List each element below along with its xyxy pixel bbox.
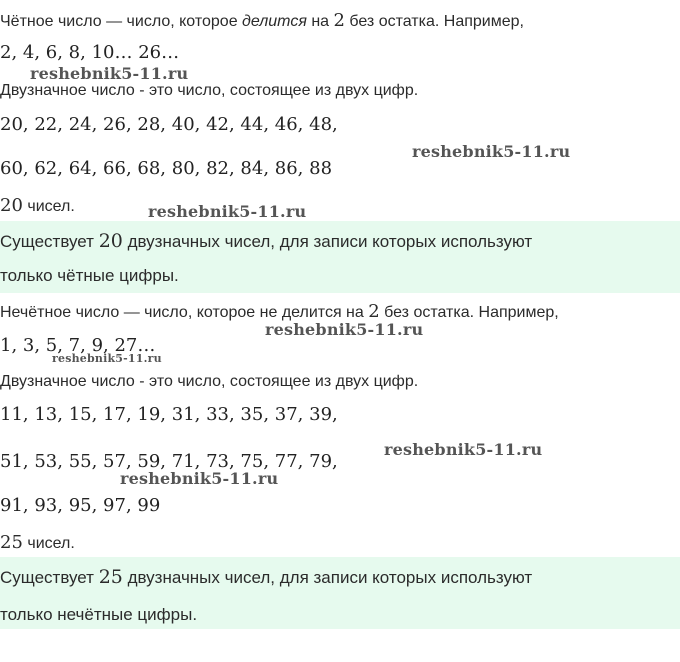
even-conclusion-prefix: Существует [0, 232, 99, 251]
odd-example: 1, 3, 5, 7, 9, 27… [0, 335, 156, 356]
odd-definition-prefix: Нечётное число — число, которое не делится на [0, 304, 369, 321]
watermark: reshebnik5-11.ru [412, 142, 571, 161]
even-definition-prefix: Чётное число — число, которое [0, 13, 243, 30]
odd-count-word: чисел. [22, 535, 75, 552]
even-count-num: 20 [0, 195, 23, 216]
watermark: reshebnik5-11.ru [148, 202, 307, 221]
odd-conclusion-line-1 [0, 566, 532, 588]
even-conclusion-box [0, 221, 680, 293]
odd-conclusion-box [0, 557, 680, 629]
even-definition-suffix: без остатка. Например, [344, 13, 524, 30]
odd-definition [0, 301, 559, 322]
odd-definition-suffix: без остатка. Например, [379, 304, 559, 321]
even-conclusion-num: 20 [98, 230, 123, 252]
watermark: reshebnik5-11.ru [30, 64, 189, 83]
even-conclusion-suffix: двузначных чисел, для записи которых используют [122, 232, 533, 251]
odd-count [0, 532, 75, 553]
watermark: reshebnik5-11.ru [120, 469, 279, 488]
even-numbers-row-2: 60, 62, 64, 66, 68, 80, 82, 84, 86, 88 [0, 158, 333, 179]
odd-conclusion-suffix: двузначных чисел, для записи которых используют [122, 568, 533, 587]
odd-conclusion-line-2: только нечётные цифры. [0, 605, 198, 624]
even-definition-mid: на [306, 13, 334, 30]
odd-numbers-row-2: 51, 53, 55, 57, 59, 71, 73, 75, 77, 79, [0, 451, 338, 472]
even-count-word: чисел. [22, 198, 75, 215]
even-definition [0, 10, 524, 31]
odd-numbers-row-1: 11, 13, 15, 17, 19, 31, 33, 35, 37, 39, [0, 404, 338, 425]
odd-conclusion-num: 25 [98, 566, 123, 588]
even-definition-italic: делится [242, 13, 307, 30]
watermark: reshebnik5-11.ru [52, 352, 162, 365]
odd-conclusion-prefix: Существует [0, 568, 99, 587]
even-numbers-row-1: 20, 22, 24, 26, 28, 40, 42, 44, 46, 48, [0, 114, 338, 135]
odd-count-num: 25 [0, 532, 23, 553]
even-conclusion-line-1 [0, 230, 532, 252]
even-two-digit-definition: Двузначное число - это число, состоящее из двух цифр. [0, 82, 419, 99]
odd-definition-num: 2 [368, 301, 380, 322]
watermark: reshebnik5-11.ru [265, 320, 424, 339]
odd-numbers-row-3: 91, 93, 95, 97, 99 [0, 495, 161, 516]
even-example: 2, 4, 6, 8, 10… 26… [0, 42, 180, 63]
even-conclusion-line-2: только чётные цифры. [0, 266, 179, 285]
watermark: reshebnik5-11.ru [384, 440, 543, 459]
even-definition-num: 2 [333, 10, 345, 31]
odd-two-digit-definition: Двузначное число - это число, состоящее из двух цифр. [0, 373, 419, 390]
even-count [0, 195, 75, 216]
